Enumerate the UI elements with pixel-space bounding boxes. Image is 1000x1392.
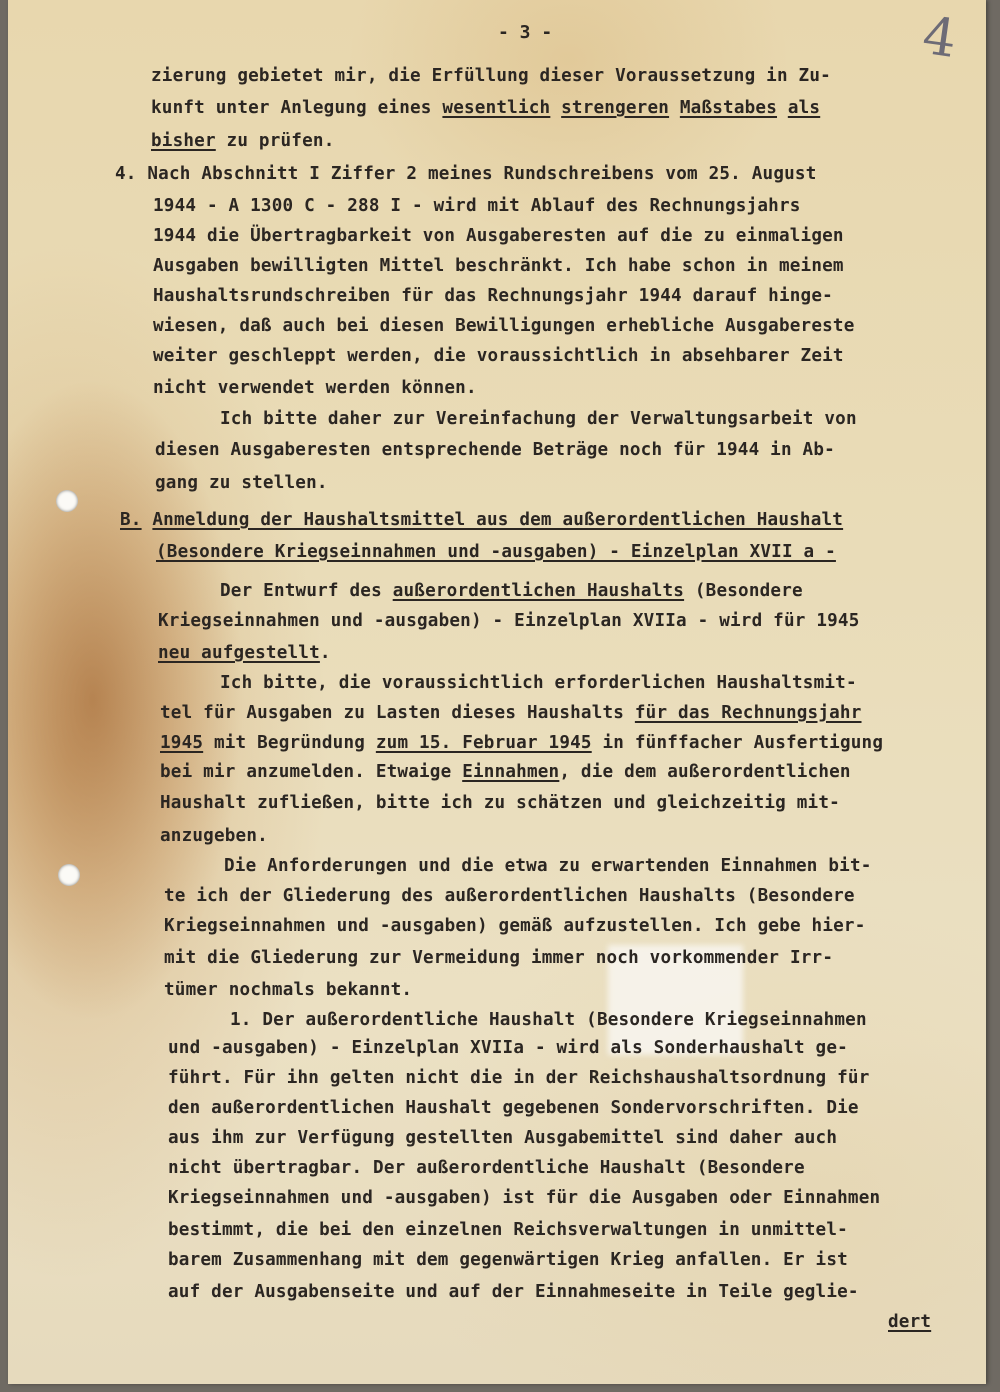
text-line (168, 1070, 870, 1088)
text-segment (142, 510, 153, 530)
text-segment: führt. Für ihn gelten nicht die in der Reichshaushaltsordnung für (168, 1068, 870, 1088)
text-line (153, 380, 477, 398)
text-segment: nicht verwendet werden können. (153, 378, 477, 398)
text-line (220, 583, 803, 601)
text-segment: nicht übertragbar. Der außerordentliche Haushalt (Besondere (168, 1158, 805, 1178)
text-segment: zu prüfen. (215, 131, 335, 151)
text-line (160, 795, 840, 813)
section-heading (120, 512, 843, 530)
punch-hole-bottom (58, 864, 80, 886)
text-segment: Haushaltsrundschreiben für das Rechnungsjahr 1944 darauf hinge- (153, 286, 833, 306)
text-segment: Kriegseinnahmen und -ausgaben) ist für die Ausgaben oder Einnahmen (168, 1188, 881, 1208)
text-segment: Haushalt zufließen, bitte ich zu schätzen und gleichzeitig mit- (160, 793, 840, 813)
text-segment: 4. Nach Abschnitt I Ziffer 2 meines Rundschreibens vom 25. August (115, 164, 817, 184)
underlined-text: strengeren (561, 98, 670, 118)
handwritten-corner-mark: 4 (918, 5, 961, 71)
text-line (153, 318, 855, 336)
text-line (168, 1222, 848, 1240)
text-line (220, 411, 857, 429)
text-line (155, 442, 835, 460)
text-segment: Der Entwurf des (220, 581, 393, 601)
underlined-text: Maßstabes (679, 98, 778, 118)
text-line (168, 1100, 859, 1118)
text-segment: Kriegseinnahmen und -ausgaben) gemäß aufzustellen. Ich gebe hier- (164, 916, 866, 936)
text-line (158, 613, 860, 631)
underlined-text: Anmeldung der Haushaltsmittel aus dem außerordentlichen Haushalt (152, 510, 844, 530)
text-line (153, 258, 844, 276)
text-segment: mit die Gliederung zur Vermeidung immer noch vorkommender Irr- (164, 948, 834, 968)
underlined-text: bisher (151, 131, 216, 151)
text-line (164, 982, 412, 1000)
text-line (151, 133, 334, 151)
text-segment: Ich bitte daher zur Vereinfachung der Verwaltungsarbeit von (220, 409, 857, 429)
text-segment: . (319, 643, 331, 663)
punch-hole-top (56, 490, 78, 512)
text-line (158, 645, 331, 663)
text-line (168, 1284, 859, 1302)
text-line (230, 1012, 867, 1030)
text-line (164, 950, 833, 968)
text-segment: in fünffacher Ausfertigung (591, 733, 884, 753)
text-line (115, 166, 817, 184)
text-segment: anzugeben. (160, 826, 268, 846)
text-line (168, 1040, 848, 1058)
text-segment: kunft unter Anlegung eines (151, 98, 443, 118)
text-segment: 1944 die Übertragbarkeit von Ausgaberesten auf die zu einmaligen (153, 226, 844, 246)
text-segment: tel für Ausgaben zu Lasten dieses Haushalts (160, 703, 635, 723)
text-segment: 1944 - A 1300 C - 288 I - wird mit Ablauf des Rechnungsjahrs (153, 196, 801, 216)
text-line (155, 475, 328, 493)
text-line (153, 198, 801, 216)
text-segment (777, 98, 788, 118)
text-line (151, 68, 831, 86)
text-segment: te ich der Gliederung des außerordentlichen Haushalts (Besondere (164, 886, 855, 906)
text-segment: und -ausgaben) - Einzelplan XVIIa - wird als Sonderhaushalt ge- (168, 1038, 848, 1058)
page-number: - 3 - (498, 22, 553, 43)
text-line (168, 1160, 805, 1178)
text-segment (669, 98, 680, 118)
text-segment: wiesen, daß auch bei diesen Bewilligungen erhebliche Ausgabereste (153, 316, 855, 336)
underlined-text: für das Rechnungsjahr (634, 703, 862, 723)
text-line (168, 1130, 837, 1148)
text-line (888, 1314, 931, 1332)
text-line (153, 288, 833, 306)
text-line (160, 735, 883, 753)
text-segment: (Besondere (684, 581, 803, 601)
text-segment: 1. Der außerordentliche Haushalt (Besondere Kriegseinnahmen (230, 1010, 867, 1030)
underlined-text: Einnahmen (462, 762, 560, 782)
underlined-text: neu aufgestellt (158, 643, 320, 663)
text-line (224, 858, 872, 876)
text-segment: barem Zusammenhang mit dem gegenwärtigen Krieg anfallen. Er ist (168, 1250, 848, 1270)
text-segment: diesen Ausgaberesten entsprechende Beträge noch für 1944 in Ab- (155, 440, 835, 460)
text-line (220, 675, 857, 693)
document-page (8, 0, 986, 1384)
text-segment: auf der Ausgabenseite und auf der Einnahmeseite in Teile geglie- (168, 1282, 859, 1302)
text-line (164, 888, 855, 906)
text-line (160, 828, 268, 846)
text-line (168, 1252, 848, 1270)
text-line (160, 705, 862, 723)
text-segment (550, 98, 561, 118)
text-segment: , die dem außerordentlichen (559, 762, 851, 782)
underlined-text: außerordentlichen Haushalts (392, 581, 685, 601)
text-line (160, 764, 851, 782)
section-heading (156, 544, 836, 562)
text-segment: Ich bitte, die voraussichtlich erforderlichen Haushaltsmit- (220, 673, 857, 693)
text-segment: Kriegseinnahmen und -ausgaben) - Einzelplan XVIIa - wird für 1945 (158, 611, 860, 631)
text-line (153, 228, 844, 246)
text-segment: Ausgaben bewilligten Mittel beschränkt. Ich habe schon in meinem (153, 256, 844, 276)
text-line (168, 1190, 880, 1208)
text-line (164, 918, 866, 936)
text-segment: den außerordentlichen Haushalt gegebenen Sondervorschriften. Die (168, 1098, 859, 1118)
underlined-text: als (787, 98, 821, 118)
underlined-text: zum 15. Februar 1945 (375, 733, 592, 753)
underlined-text: wesentlich (442, 98, 551, 118)
text-segment: zierung gebietet mir, die Erfüllung dieser Voraussetzung in Zu- (151, 66, 831, 86)
text-segment: aus ihm zur Verfügung gestellten Ausgabemittel sind daher auch (168, 1128, 838, 1148)
underlined-text: B. (120, 510, 142, 530)
underlined-text: dert (888, 1312, 932, 1332)
text-segment: gang zu stellen. (155, 473, 328, 493)
text-line (151, 100, 820, 118)
text-segment: mit Begründung (203, 733, 376, 753)
text-segment: weiter geschleppt werden, die voraussichtlich in absehbarer Zeit (153, 346, 844, 366)
text-segment: tümer nochmals bekannt. (164, 980, 413, 1000)
text-segment: bei mir anzumelden. Etwaige (160, 762, 463, 782)
underlined-text: 1945 (160, 733, 204, 753)
text-segment: Die Anforderungen und die etwa zu erwartenden Einnahmen bit- (224, 856, 872, 876)
underlined-text: (Besondere Kriegseinnahmen und -ausgaben) - Einzelplan XVII a - (156, 542, 836, 562)
text-line (153, 348, 844, 366)
text-segment: bestimmt, die bei den einzelnen Reichsverwaltungen in unmittel- (168, 1220, 848, 1240)
